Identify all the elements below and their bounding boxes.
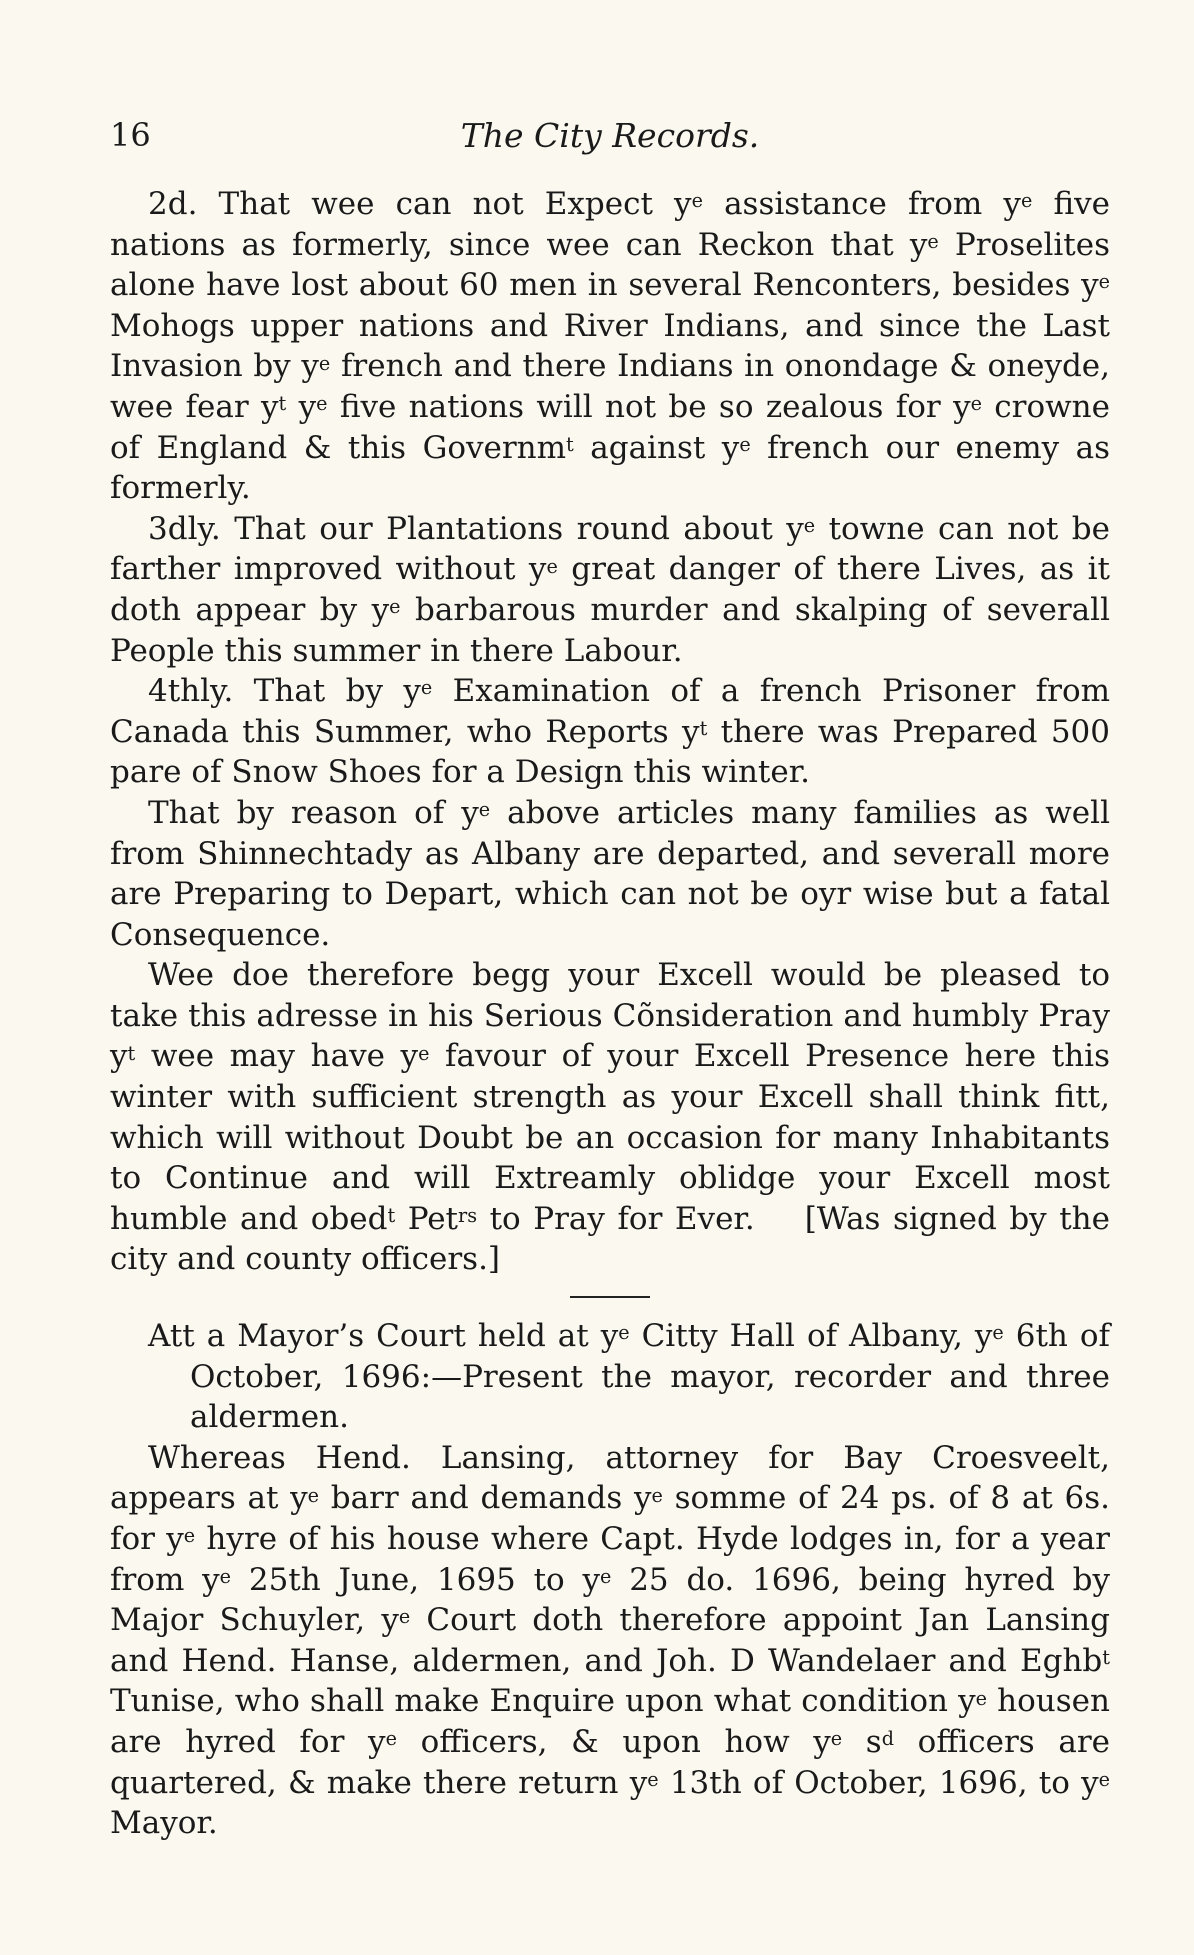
paragraph-second-grievance: 2d. That wee can not Expect $y^e$ assistance from $y^e$ five nations as formerly, since wee can Reckon that $y^e$ Proselites alone have lost about 60 men in several Renconters, besides $y^e$ Mohogs upper nations and River Indians, and since the Last Invasion by $y^e$ french and there Indians in onondage & oneyde, wee fear $y^t$ $y^e$ five nations will not be so zealous for $y^e$ crowne of England & this Governm$^t$ against $y^e$ french our enemy as formerly. xyxy=(110,186,1110,507)
section-divider xyxy=(570,1296,650,1298)
paragraph-third-grievance: 3dly. That our Plantations round about $y^e$ towne can not be farther improved without $y^e$ great danger of there Lives, as it doth appear by $y^e$ barbarous murder and skalping of severall People this summer in there Labour. xyxy=(110,510,1110,669)
running-title: The City Records. xyxy=(460,116,760,155)
document-page xyxy=(110,110,1110,1844)
body-text xyxy=(110,184,1110,1844)
paragraph-petition: Wee doe therefore begg your Excell would be pleased to take this adresse in his Serious Cõnsideration and humbly Pray $y^t$ wee may have $y^e$ favour of your Excell Presence here this winter with sufficient strength as your Excell shall think fitt, which will without Doubt be an occasion for many Inhabitants to Continue and will Extreamly oblidge your Excell most humble and obed$^t$ Pet$^{rs}$ to Pray for Ever. [Was signed by the city and county officers.] xyxy=(110,957,1110,1278)
court-heading: Att a Mayor’s Court held at $y^e$ Citty Hall of Albany, $y^e$ 6th of October, 1696:—Present the mayor, recorder and three aldermen. xyxy=(148,1318,1110,1436)
page-header xyxy=(110,110,1110,162)
paragraph-consequence: That by reason of $y^e$ above articles many families as well from Shinnechtady as Albany are departed, and severall more are Preparing to Depart, which can not be oyr wise but a fatal Consequence. xyxy=(110,794,1110,953)
paragraph-fourth-grievance: 4thly. That by $y^e$ Examination of a french Prisoner from Canada this Summer, who Reports $y^t$ there was Prepared 500 pare of Snow Shoes for a Design this winter. xyxy=(110,673,1111,791)
page-number: 16 xyxy=(110,116,151,154)
paragraph-court-order: Whereas Hend. Lansing, attorney for Bay Croesveelt, appears at $y^e$ barr and demands $y^e$ somme of 24 ps. of 8 at 6s. for $y^e$ hyre of his house where Capt. Hyde lodges in, for a year from $y^e$ 25th June, 1695 to $y^e$ 25 do. 1696, being hyred by Major Schuyler, $y^e$ Court doth therefore appoint Jan Lansing and Hend. Hanse, aldermen, and Joh. D Wandelaer and Eghb$^t$ Tunise, who shall make Enquire upon what condition $y^e$ housen are hyred for $y^e$ officers, & upon how $y^e$ $s^d$ officers are quartered, & make there return $y^e$ 13th of October, 1696, to $y^e$ Mayor. xyxy=(110,1439,1110,1842)
